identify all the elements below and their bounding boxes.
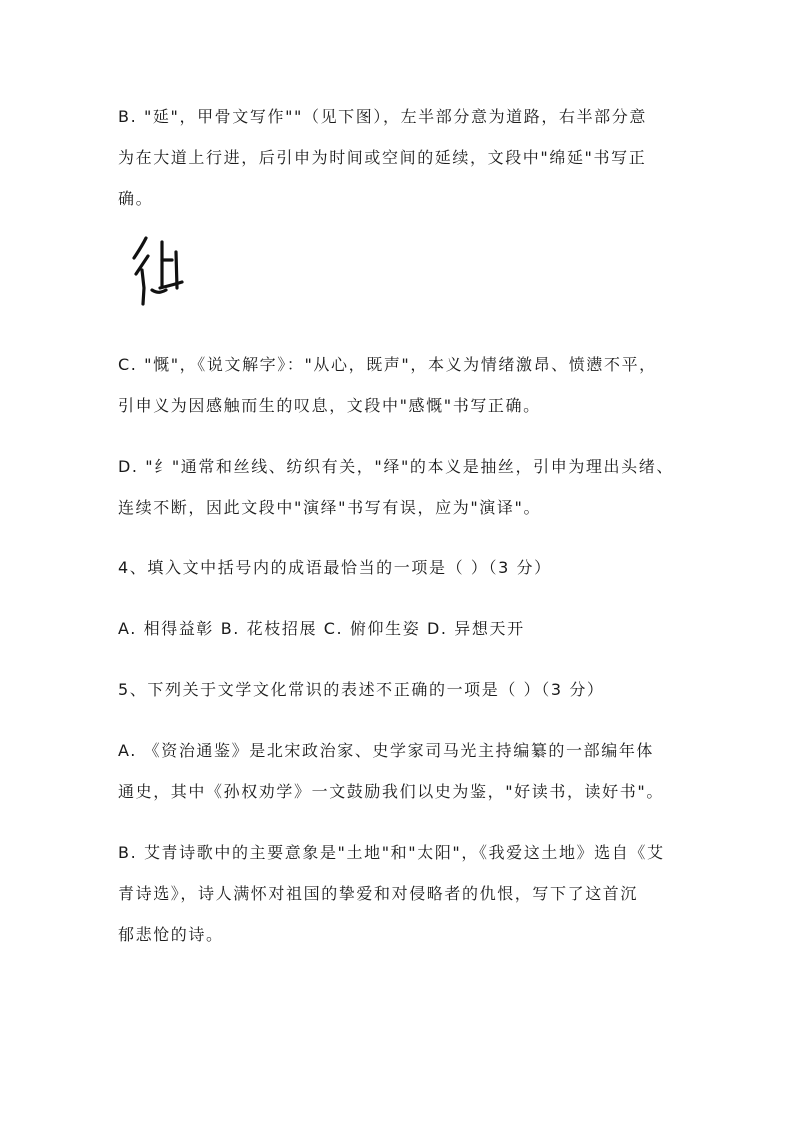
oracle-bone-yan-glyph-icon [132, 230, 190, 312]
q5-option-a-line-2: 通史，其中《孙权劝学》一文鼓励我们以史为鉴，"好读书，读好书"。 [118, 782, 664, 801]
option-b-yan-line-2: 为在大道上行进，后引申为时间或空间的延续，文段中"绵延"书写正 [118, 148, 647, 167]
question-4-stem: 4、填入文中括号内的成语最恰当的一项是（ ）（3 分） [118, 558, 552, 577]
question-4-options: A. 相得益彰 B. 花枝招展 C. 俯仰生姿 D. 异想天开 [118, 619, 525, 638]
question-5-stem: 5、下列关于文学文化常识的表述不正确的一项是（ ）（3 分） [118, 680, 605, 699]
q5-option-b-line-1: B. 艾青诗歌中的主要意象是"土地"和"太阳"，《我爱这土地》选自《艾 [118, 843, 665, 862]
q5-option-b-line-2: 青诗选》，诗人满怀对祖国的挚爱和对侵略者的仇恨，写下了这首沉 [118, 884, 639, 903]
option-c-kai-line-1: C. "慨"，《说文解字》："从心，既声"，本义为情绪激昂、愤懑不平， [118, 355, 657, 374]
option-c-kai-line-2: 引申义为因感触而生的叹息，文段中"感慨"书写正确。 [118, 396, 541, 415]
q5-option-b-line-3: 郁悲怆的诗。 [118, 925, 224, 944]
option-b-yan-line-3: 确。 [118, 189, 154, 208]
q5-option-a-line-1: A. 《资治通鉴》是北宋政治家、史学家司马光主持编纂的一部编年体 [118, 741, 655, 760]
option-d-yi-line-2: 连续不断，因此文段中"演绎"书写有误，应为"演译"。 [118, 498, 542, 517]
option-d-yi-line-1: D. "纟"通常和丝线、纺织有关，"绎"的本义是抽丝，引申为理出头绪、 [118, 457, 674, 476]
option-b-yan-line-1: B. "延"，甲骨文写作""（见下图），左半部分意为道路，右半部分意 [118, 107, 647, 126]
